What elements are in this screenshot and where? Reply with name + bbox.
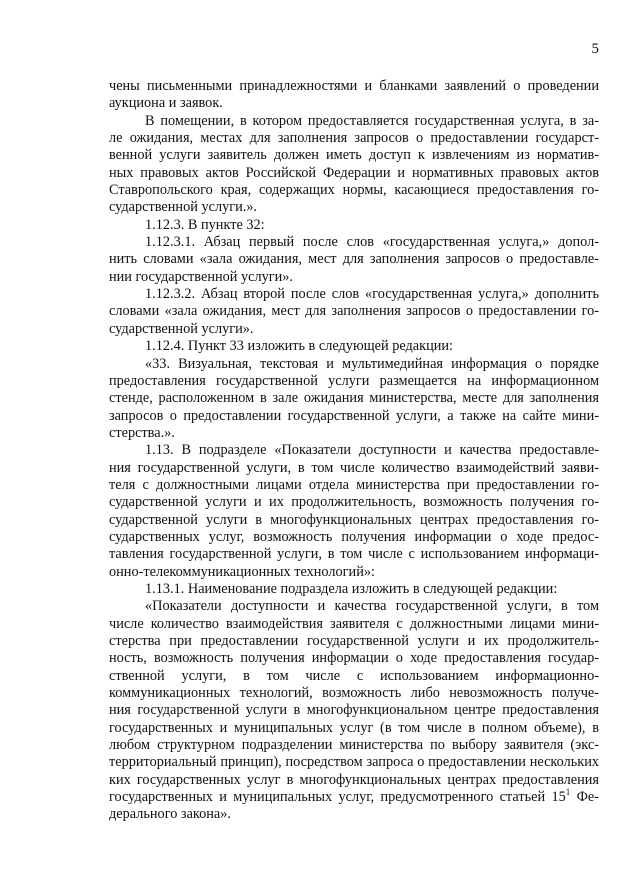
text-line: государственных и муниципальных услуг (в том числе в полном объеме), в [109,719,599,736]
text-line: ственной услуги, в том числе с использованием информационно- [109,667,599,684]
text-fragment: Фе- [570,789,600,806]
text-line: ния государственной услуги, в том числе количество взаимодействий заяви- [109,459,599,476]
text-line: онно-телекоммуникационных технологий»: [109,563,375,580]
text-line: венной услуги заявитель должен иметь доступ к извлечениям из норматив- [109,147,599,164]
document-body [109,78,599,824]
text-line: сударственной услуги». [109,320,254,337]
paragraph [109,286,599,338]
text-line: теля с должностными лицами отдела министерства при предоставлении го- [109,476,599,493]
text-line: запросов о предоставлении государственной услуги, а также на сайте мини- [109,407,599,424]
text-line: тавления государственной услуги, в том числе с использованием информаци- [109,546,599,563]
text-line: сударственной услуги.». [109,199,258,216]
text-line: 1.12.3.2. Абзац второй после слов «государственная услуга,» дополнить [145,286,599,303]
paragraph [109,217,599,234]
text-line: 1.12.4. Пункт 33 изложить в следующей редакции: [145,338,454,355]
paragraph [109,442,599,581]
text-line: территориальный принцип), посредством запроса о предоставлении нескольких [109,754,599,771]
text-line: Ставропольского края, содержащих нормы, касающиеся предоставления го- [109,182,599,199]
footnote-superscript: 1 [565,787,571,798]
text-line: коммуникационных технологий, возможность либо невозможность получе- [109,685,599,702]
text-line: государственных и муниципальных услуг, предусмотренного статьей $15^1$ Фе- [109,787,600,806]
paragraph [109,78,599,113]
text-line: 1.13.1. Наименование подраздела изложить в следующей редакции: [145,580,558,597]
text-line: дерального закона». [109,806,232,823]
text-line: 1.12.3. В пункте 32: [145,216,265,233]
paragraph [109,338,599,355]
text-line: В помещении, в котором предоставляется государственная услуга, в за- [145,112,599,129]
text-line: ных правовых актов Российской Федерации и нормативных правовых актов [109,164,599,181]
paragraph [109,581,599,598]
text-line: стенде, расположенном в зале ожидания министерства, месте для заполнения [109,390,599,407]
text-line: сударственной услуги в многофункциональных центрах предоставления го- [109,511,599,528]
text-line: «33. Визуальная, текстовая и мультимедийная информация о порядке [145,355,599,372]
text-line: нить словами «зала ожидания, мест для заполнения запросов о предоставле- [109,251,599,268]
text-line: ния государственной услуги в многофункциональном центре предоставления [109,702,599,719]
text-line: чены письменными принадлежностями и бланками заявлений о проведении [109,78,599,94]
text-line: числе количество взаимодействия заявителя с должностными лицами мини- [109,615,599,632]
paragraph [109,113,599,217]
text-line: сударственных услуг, возможность получения информации о ходе предос- [109,528,599,545]
text-line: словами «зала ожидания, мест для заполнения запросов о предоставлении го- [109,303,599,320]
paragraph [109,356,599,443]
text-line: предоставления государственной услуги размещается на информационном [109,372,599,389]
paragraph [109,598,599,823]
text-line: стерства.». [109,424,175,441]
text-line: ле ожидания, местах для заполнения запросов о предоставлении государст- [109,130,599,147]
text-line: нии государственной услуги». [109,268,294,285]
paragraph [109,234,599,286]
text-line: 1.13. В подразделе «Показатели доступности и качества предоставле- [145,442,599,459]
text-line: «Показатели доступности и качества государственной услуги, в том [145,598,599,615]
text-line: аукциона и заявок. [109,95,223,112]
text-line: сударственной услуги и их продолжительность, возможность получения го- [109,494,599,511]
text-line: 1.12.3.1. Абзац первый после слов «государственная услуга,» допол- [145,234,599,251]
text-line: ких государственных услуг в многофункциональных центрах предоставления [109,771,599,788]
text-line: стерства при предоставлении государственной услуги и их продолжитель- [109,633,599,649]
page-number: 5 [591,41,599,57]
text-line: любом структурном подразделении министерства по выбору заявителя (экс- [109,737,599,754]
text-line: ность, возможность получения информации о ходе предоставления государ- [109,650,599,667]
